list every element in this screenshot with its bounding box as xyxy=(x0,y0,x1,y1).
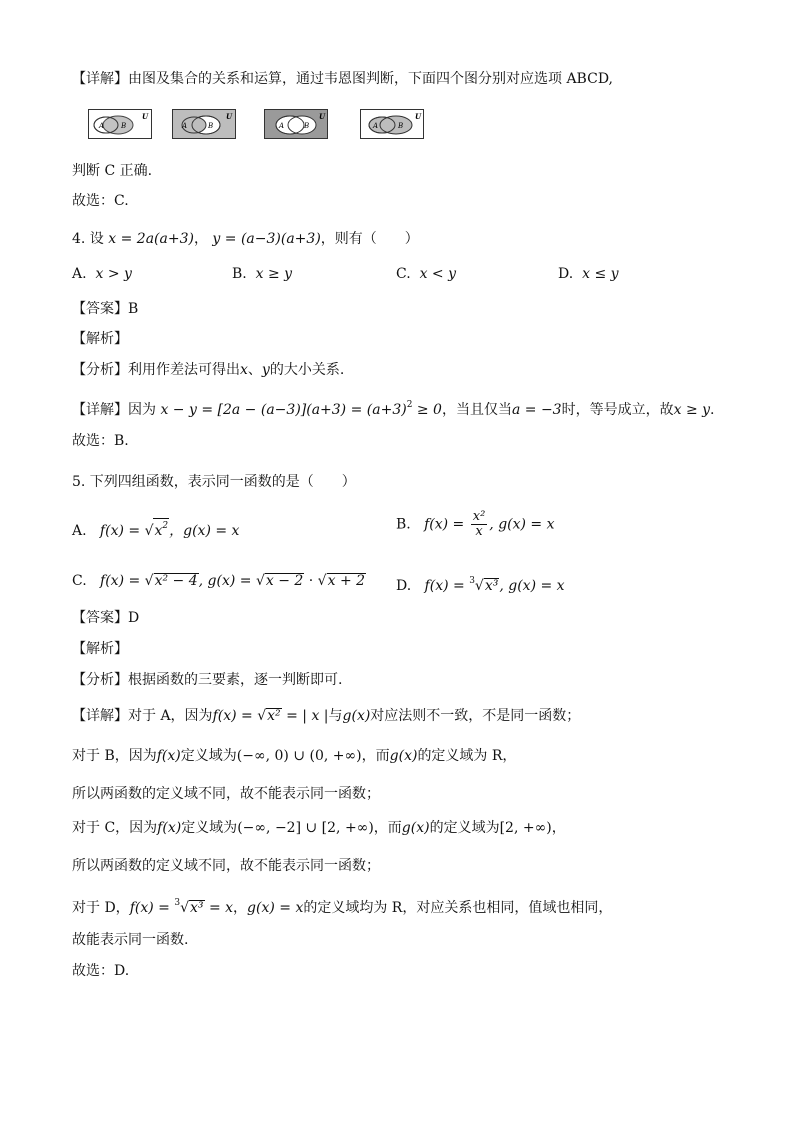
option-label: C. xyxy=(72,573,87,589)
q5-option-c: C. f(x) = √x² − 4, g(x) = √x − 2 · √x + 2 xyxy=(72,573,366,589)
venn-diagram-c xyxy=(264,109,328,139)
venn-diagram-d xyxy=(360,109,424,139)
q5-analysis: 【分析】根据函数的三要素，逐一判断即可. xyxy=(72,672,343,688)
l4-head: 对于 C，因为 xyxy=(72,820,158,836)
l2-g: g(x) xyxy=(389,748,418,764)
q5-option-a: A. $f(x) = √x^2$，g(x) = x xyxy=(72,518,239,540)
venn-label-a: A xyxy=(279,122,285,130)
option-label: D. xyxy=(396,578,412,594)
q5-detail-line2 xyxy=(72,747,516,765)
option-expr: x ≥ y xyxy=(255,266,293,282)
venn-label-b: B xyxy=(304,122,310,130)
q5-detail-line6: 对于 D，f(x) = $^3$√x³ = x，g(x) = x的定义域均为 R，对应关系也相同，值域也相同， xyxy=(72,898,613,916)
option-label: B. xyxy=(232,266,247,282)
venn-label-b: B xyxy=(398,122,404,130)
q5-analysis-head: 【解析】 xyxy=(72,641,128,657)
l1-mid: 与 xyxy=(328,708,343,724)
l4-domain2: [2, +∞) xyxy=(499,820,552,836)
option-label: A. xyxy=(72,266,87,282)
c-f: f(x) = xyxy=(100,573,145,589)
b-num: x² xyxy=(472,509,486,524)
l4-mid3: 的定义域为 xyxy=(429,820,500,836)
d-rad: x³ xyxy=(484,578,499,594)
q5-option-b xyxy=(396,510,555,539)
detail-end: . xyxy=(710,402,715,418)
l2-f: f(x) xyxy=(156,748,181,764)
l1-tail: 对应法则不一致，不是同一函数； xyxy=(370,708,581,724)
c-rad2: x − 2 xyxy=(265,573,304,589)
venn-label-a: A xyxy=(373,122,379,130)
venn-label-u: U xyxy=(226,112,233,121)
l2-mid: 定义域为 xyxy=(180,748,237,764)
b-f: f(x) = xyxy=(424,516,469,533)
l2-head: 对于 B，因为 xyxy=(72,748,157,764)
q4-option-b xyxy=(232,265,292,283)
l1-g: g(x) xyxy=(342,708,371,724)
l6-rad: x³ xyxy=(189,900,204,916)
q4-choose: 故选：B. xyxy=(72,433,129,449)
l4-tail: ， xyxy=(551,820,566,836)
q5-detail-line4 xyxy=(72,819,566,837)
detail-head: 【详解】因为 xyxy=(72,402,156,418)
q5-detail-line3: 所以两函数的定义域不同，故不能表示同一函数； xyxy=(72,786,380,802)
analysis-tail: 的大小关系. xyxy=(269,362,345,378)
q4-x-expr: x = 2a(a+3) xyxy=(108,231,194,247)
venn-label-u: U xyxy=(142,112,149,121)
l6-f: f(x) = xyxy=(129,900,175,916)
detail-geq: ≥ 0 xyxy=(412,402,442,418)
l6-head: 对于 D， xyxy=(72,900,130,916)
detail-mid2: 时，等号成立，故 xyxy=(561,402,674,418)
detail-expr: x − y = [2a − (a−3)](a+3) = (a+3) xyxy=(160,402,407,418)
detail-mid: ，当且仅当 xyxy=(441,402,512,418)
q4-answer: 【答案】B xyxy=(72,301,139,317)
q5-title: 5. 下列四组函数，表示同一函数的是（ ） xyxy=(72,474,356,490)
venn-label-b: B xyxy=(121,122,127,130)
l1-head: 【详解】对于 A，因为 xyxy=(72,708,213,724)
q4-analysis-head: 【解析】 xyxy=(72,331,128,347)
venn-label-u: U xyxy=(319,112,326,121)
q5-answer: 【答案】D xyxy=(72,610,140,626)
venn-label-u: U xyxy=(415,112,422,121)
analysis-text: 【分析】利用作差法可得出 xyxy=(72,362,240,378)
q5-detail-line1: 【详解】对于 A，因为f(x) = √x² = | x |与g(x)对应法则不一致，不是同一函数； xyxy=(72,708,581,724)
c-dot: · xyxy=(304,573,318,589)
option-label: C. xyxy=(396,266,411,282)
b-fraction xyxy=(471,510,488,539)
option-label: A. xyxy=(72,523,87,539)
l4-g: g(x) xyxy=(401,820,430,836)
l1-rad: x² xyxy=(267,708,281,724)
detail-intro: 【详解】由图及集合的关系和运算，通过韦恩图判断，下面四个图分别对应选项 ABCD, xyxy=(72,71,613,87)
l4-f: f(x) xyxy=(157,820,182,836)
c-rad3: x + 2 xyxy=(327,573,366,589)
l2-mid2: ，而 xyxy=(361,748,390,764)
l1-expr: f(x) = xyxy=(212,708,258,724)
c-rad1: x² − 4 xyxy=(154,573,198,589)
q5-option-d: D. f(x) = $^3$√x³, g(x) = x xyxy=(396,576,565,594)
detail-concl: x ≥ y xyxy=(673,402,711,418)
venn-label-a: A xyxy=(182,122,188,130)
q4-question xyxy=(72,230,419,248)
l2-tail: 的定义域为 R， xyxy=(417,748,517,764)
q5-detail-line5: 所以两函数的定义域不同，故不能表示同一函数； xyxy=(72,858,380,874)
a-rad-sup: 2 xyxy=(162,521,169,531)
var-x: x xyxy=(240,362,248,378)
venn-diagram-a xyxy=(88,109,152,139)
q4-option-c xyxy=(396,265,456,283)
option-expr: x > y xyxy=(95,266,132,282)
l6-eq: = x xyxy=(204,900,234,916)
l6-root-index: 3 xyxy=(174,898,181,908)
l4-mid2: ，而 xyxy=(373,820,402,836)
l1-abs: = | x | xyxy=(281,708,329,724)
b-den: x xyxy=(475,524,483,539)
q4-number: 4. 设 xyxy=(72,231,104,247)
q3-choose: 故选：C. xyxy=(72,193,129,209)
l4-domain: (−∞, −2] ∪ [2, +∞) xyxy=(237,820,374,836)
a-rad-base: x xyxy=(154,523,163,539)
option-expr: x ≤ y xyxy=(582,266,619,282)
l6-g: g(x) = x xyxy=(247,900,304,916)
q4-tail: ，则有（ ） xyxy=(320,231,419,247)
l4-mid: 定义域为 xyxy=(181,820,238,836)
option-label: D. xyxy=(558,266,574,282)
l2-domain: (−∞, 0) ∪ (0, +∞) xyxy=(236,748,362,764)
analysis-mid: 、 xyxy=(247,362,262,378)
l6-tail: 的定义域均为 R，对应关系也相同，值域也相同， xyxy=(303,900,613,916)
var-y: y xyxy=(261,362,270,378)
q5-choose: 故选：D. xyxy=(72,963,130,979)
q4-detail xyxy=(72,396,714,419)
q5-detail-line7: 故能表示同一函数. xyxy=(72,932,189,948)
a-f: f(x) = xyxy=(99,523,145,539)
a-g: ，g(x) = x xyxy=(169,523,240,539)
venn-label-a: A xyxy=(99,122,105,130)
b-g: , g(x) = x xyxy=(489,516,555,533)
d-root-index: 3 xyxy=(469,576,475,586)
option-expr: x < y xyxy=(419,266,457,282)
d-f: f(x) = xyxy=(424,578,470,594)
d-g: , g(x) = x xyxy=(499,578,565,594)
c-g: , g(x) = xyxy=(198,573,256,589)
a-radicand xyxy=(153,518,169,539)
q4-sep: ， xyxy=(193,231,208,247)
detail-cond: a = −3 xyxy=(511,402,562,418)
option-label: B. xyxy=(396,516,411,533)
detail-sup: 2 xyxy=(406,400,413,410)
q3-judge: 判断 C 正确. xyxy=(72,163,153,179)
q4-option-d xyxy=(558,265,619,283)
q4-y-expr: y = (a−3)(a+3) xyxy=(212,231,321,247)
venn-diagram-b xyxy=(172,109,236,139)
l6-sep: ， xyxy=(233,900,248,916)
q4-analysis xyxy=(72,361,344,379)
venn-label-b: B xyxy=(208,122,214,130)
q4-option-a xyxy=(72,265,132,283)
